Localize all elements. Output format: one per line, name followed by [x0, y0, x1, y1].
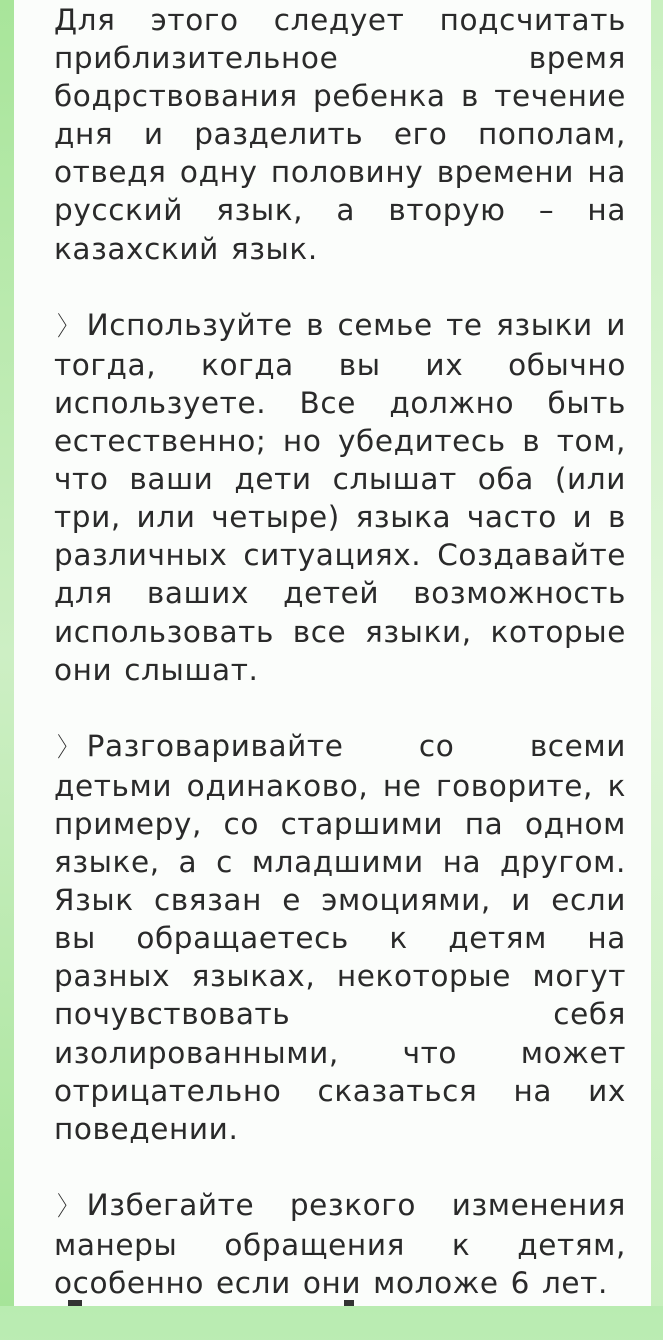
chevron-right-icon: 〉 [57, 1191, 78, 1222]
paragraph-1 [54, 1, 626, 268]
paragraph-4-text: Избегайте резкого изменения манеры обращения к детям, особенно если они моложе 6 лет. [54, 1187, 626, 1301]
paragraph-1-text: Для этого следует подсчитать приблизительное время бодрствования ребенка в течение дня и разделить его пополам, отведя одну половину времени на русский язык, а вторую – на казахский язык. [54, 3, 626, 266]
paragraph-3 [54, 727, 626, 1148]
document-text [54, 1, 626, 1340]
paragraph-3-text: Разговаривайте со всеми детьми одинаково, не говорите, к примеру, со старшими па одном языке, а с младшими на другом. Язык связан е эмоциями, и если вы обращаетесь к детям на разных языках, некоторые могут почувствовать себя изолированными, что может отрицательно сказаться на их поведении. [54, 728, 626, 1146]
paragraph-2-text: Используйте в семье те языки и тогда, когда вы их обычно используете. Все должно быть естественно; но убедитесь в том, что ваши дети слышат оба (или три, или четыре) языка часто и в различных ситуациях. Создавайте для ваших детей возможность использовать все языки, которые они слышат. [54, 307, 626, 687]
left-background-strip [0, 0, 14, 1306]
paragraph-4 [54, 1186, 626, 1302]
paragraph-2 [54, 306, 626, 689]
chevron-right-icon: 〉 [57, 732, 78, 763]
cut-off-text-line [68, 1296, 628, 1306]
right-background-strip [651, 0, 663, 1306]
chevron-right-icon: 〉 [57, 311, 78, 342]
document-page [14, 0, 651, 1306]
